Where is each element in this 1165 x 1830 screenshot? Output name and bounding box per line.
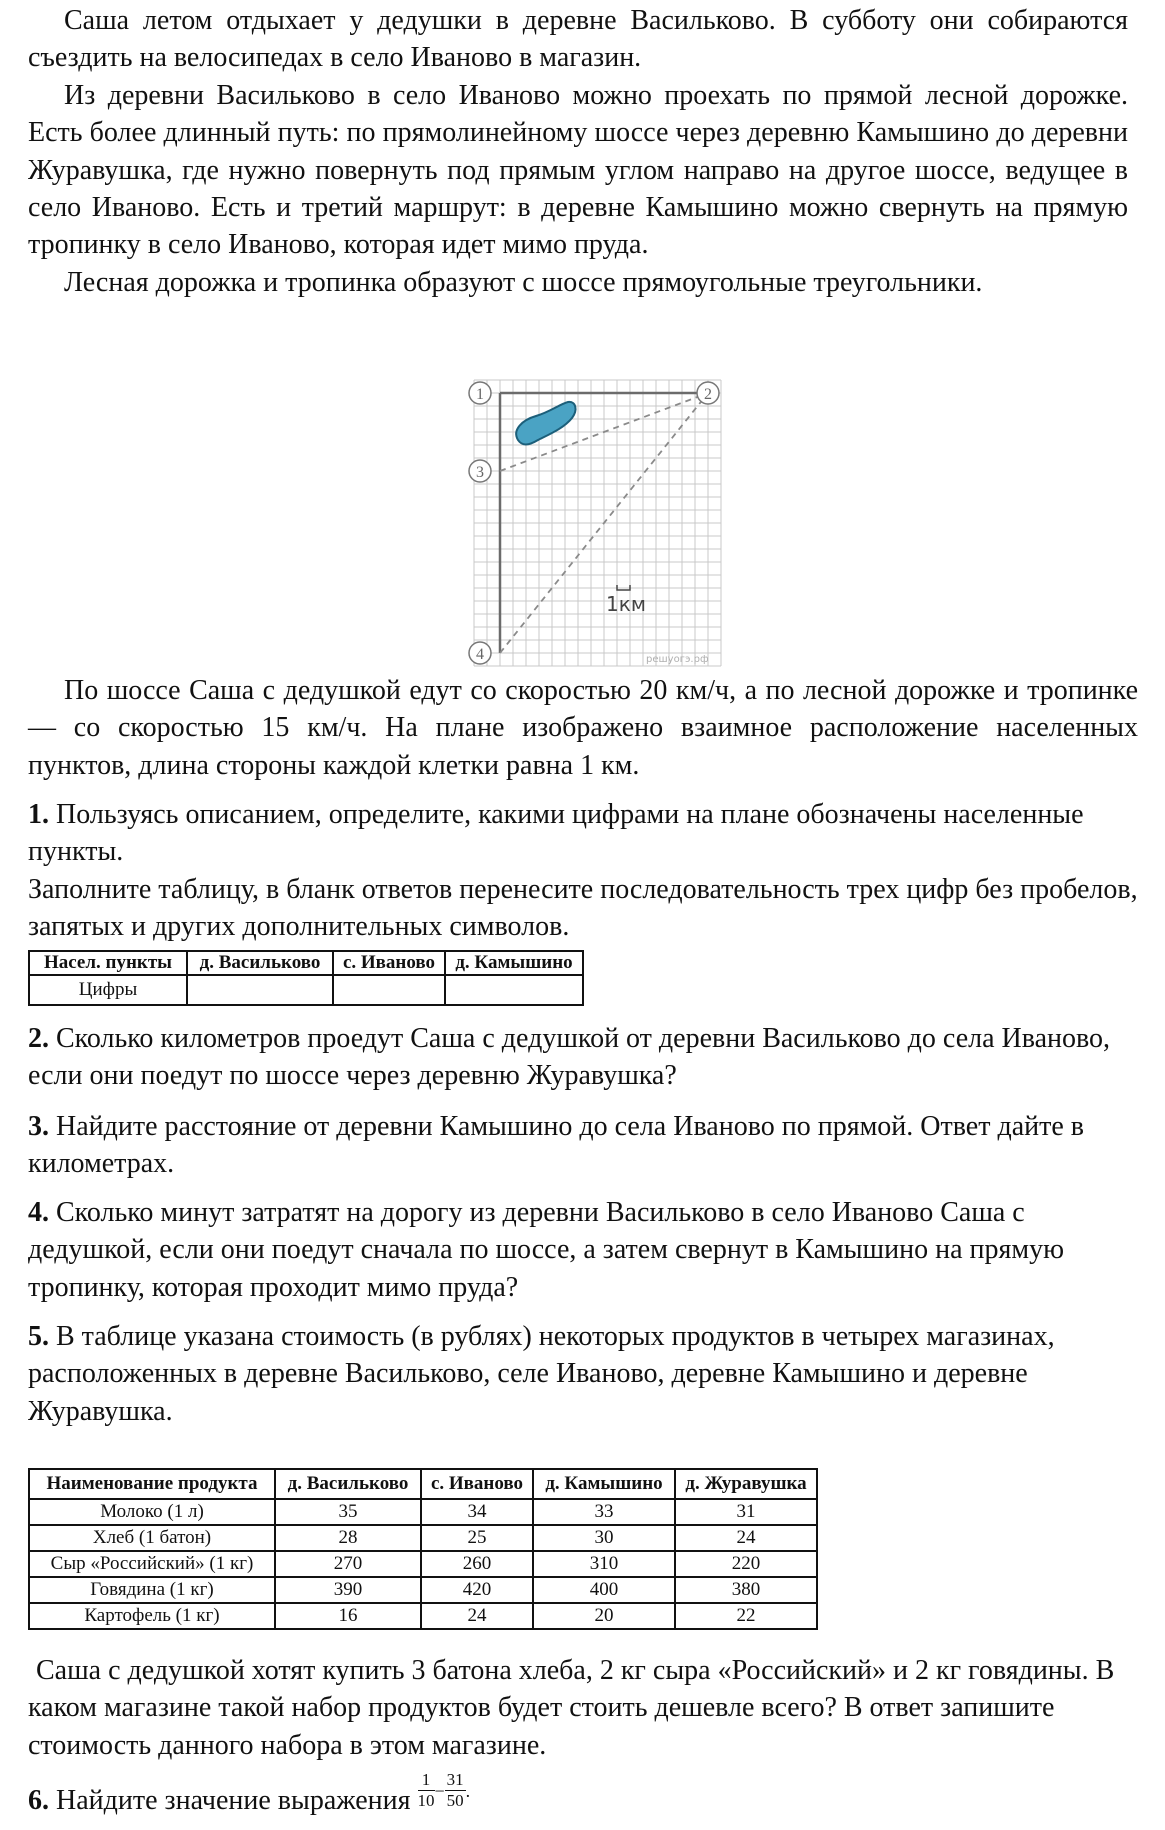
period: . (465, 1781, 471, 1801)
question-3-body: Найдите расстояние от деревни Камышино до села Иваново по прямой. Ответ дайте в километрах. (28, 1111, 1085, 1180)
question-5-number: 5. (28, 1321, 49, 1352)
price-cell: 34 (421, 1499, 533, 1525)
question-6-number: 6. (28, 1785, 49, 1816)
price-cell: 220 (675, 1551, 817, 1577)
intro-paragraph-3: Лесная дорожка и тропинка образуют с шоссе прямоугольные треугольники. (64, 266, 983, 298)
prices-table-wrap (28, 1468, 1138, 1630)
price-cell: 20 (533, 1603, 675, 1629)
prices-table (28, 1468, 818, 1630)
question-1-instructions: Заполните таблицу, в бланк ответов перенесите последовательность трех цифр без пробелов, запятых и других дополнительных символов. (28, 873, 1138, 943)
prices-row (29, 1551, 817, 1577)
prices-header-cell: Наименование продукта (29, 1469, 275, 1499)
question-5-body: В таблице указана стоимость (в рублях) некоторых продуктов в четырех магазинах, расположенных в деревне Васильково, селе Иваново, деревне Камышино и деревне Журавушка. (28, 1321, 1055, 1427)
price-cell: 380 (675, 1577, 817, 1603)
settlements-header-cell: д. Васильково (187, 951, 333, 975)
settlements-header-cell: Насел. пункты (29, 951, 187, 975)
speed-description (28, 672, 1138, 784)
question-3 (28, 1108, 1138, 1183)
price-cell: 24 (675, 1525, 817, 1551)
digits-row-label: Цифры (29, 975, 187, 1005)
question-4 (28, 1194, 1138, 1306)
price-cell: 28 (275, 1525, 421, 1551)
price-cell: 400 (533, 1577, 675, 1603)
prices-header-cell: д. Камышино (533, 1469, 675, 1499)
watermark: решуогэ.рф (646, 654, 709, 665)
village-marker-2 (697, 382, 719, 404)
price-cell: 35 (275, 1499, 421, 1525)
price-cell: 270 (275, 1551, 421, 1577)
intro-text (28, 2, 1128, 301)
price-cell: 390 (275, 1577, 421, 1603)
question-6-body: Найдите значение выражения (56, 1785, 411, 1816)
settlements-answer-row (29, 975, 583, 1005)
question-1-number: 1. (28, 799, 49, 830)
intro-paragraph-1: Саша летом отдыхает у дедушки в деревне Васильково. В субботу они собираются съездить на велосипедах в село Иваново в магазин. (28, 5, 1128, 74)
scale-bar (606, 585, 646, 616)
question-4-body: Сколько минут затратят на дорогу из деревни Васильково в село Иваново Саша с дедушкой, если они поедут сначала по шоссе, а затем свернут в Камышино на прямую тропинку, которая проходит мимо пруда? (28, 1197, 1064, 1303)
intro-paragraph-2: Из деревни Васильково в село Иваново можно проехать по прямой лесной дорожке. Есть более длинный путь: по прямолинейному шоссе через деревню Камышино до деревни Журавушка, где нужно повернуть под прямым углом направо на другое шоссе, ведущее в село Иваново. Есть и третий маршрут: в деревне Камышино можно свернуть на прямую тропинку в село Иваново, которая идет мимо пруда. (28, 79, 1128, 261)
village-marker-3 (469, 460, 491, 482)
speed-paragraph: По шоссе Саша с дедушкой едут со скоростью 20 км/ч, а по лесной дорожке и тропинке — со скоростью 15 км/ч. На плане изображено взаимное расположение населенных пунктов, длина стороны каждой клетки равна 1 км. (28, 675, 1138, 781)
prices-header-row (29, 1469, 817, 1499)
price-cell: 22 (675, 1603, 817, 1629)
village-map-figure (466, 378, 728, 670)
prices-row (29, 1577, 817, 1603)
settlements-table (28, 950, 584, 1006)
prices-header-cell: с. Иваново (421, 1469, 533, 1499)
fraction-2 (445, 1770, 466, 1811)
fraction-1-denominator: 10 (417, 1791, 435, 1811)
price-cell: 16 (275, 1603, 421, 1629)
fraction-1-numerator: 1 (418, 1770, 435, 1791)
question-3-number: 3. (28, 1111, 49, 1142)
question-1-body: Пользуясь описанием, определите, какими цифрами на плане обозначены населенные пункты. (28, 799, 1084, 868)
question-5-followup-text: Саша с дедушкой хотят купить 3 батона хлеба, 2 кг сыра «Российский» и 2 кг говядины. В каком магазине такой набор продуктов будет стоить дешевле всего? В ответ запишите стоимость данного набора в этом магазине. (28, 1655, 1115, 1761)
price-cell: 25 (421, 1525, 533, 1551)
question-1-text (28, 796, 1138, 871)
settlements-header-cell: с. Иваново (333, 951, 445, 975)
price-cell: 260 (421, 1551, 533, 1577)
svg-text:4: 4 (476, 646, 484, 663)
question-5 (28, 1318, 1138, 1430)
answer-cell-kamyshino[interactable] (445, 975, 583, 1005)
prices-header-cell: д. Васильково (275, 1469, 421, 1499)
question-5-followup (28, 1652, 1138, 1764)
question-6 (28, 1770, 1138, 1823)
answer-cell-vasilkovo[interactable] (187, 975, 333, 1005)
settlements-header-row (29, 951, 583, 975)
fraction-2-denominator: 50 (446, 1791, 464, 1811)
prices-row (29, 1525, 817, 1551)
price-cell: 30 (533, 1525, 675, 1551)
village-marker-1 (469, 382, 491, 404)
village-marker-4 (469, 642, 491, 664)
price-cell: 31 (675, 1499, 817, 1525)
product-name-cell: Говядина (1 кг) (29, 1577, 275, 1603)
svg-text:1: 1 (476, 386, 484, 403)
prices-row (29, 1603, 817, 1629)
product-name-cell: Хлеб (1 батон) (29, 1525, 275, 1551)
product-name-cell: Картофель (1 кг) (29, 1603, 275, 1629)
price-cell: 33 (533, 1499, 675, 1525)
minus-sign: − (434, 1781, 445, 1801)
question-2-body: Сколько километров проедут Саша с дедушкой от деревни Васильково до села Иваново, если они поедут по шоссе через деревню Журавушка? (28, 1023, 1111, 1092)
svg-text:2: 2 (704, 386, 712, 403)
settlements-header-cell: д. Камышино (445, 951, 583, 975)
question-2-number: 2. (28, 1023, 49, 1054)
fraction-1 (418, 1770, 435, 1811)
question-4-text (28, 1194, 1138, 1306)
fraction-2-numerator: 31 (446, 1770, 464, 1790)
question-2-text (28, 1020, 1138, 1095)
price-cell: 420 (421, 1577, 533, 1603)
pond (516, 402, 575, 445)
question-4-number: 4. (28, 1197, 49, 1228)
price-cell: 24 (421, 1603, 533, 1629)
question-3-text (28, 1108, 1138, 1183)
question-6-text (28, 1770, 1138, 1823)
product-name-cell: Молоко (1 л) (29, 1499, 275, 1525)
prices-header-cell: д. Журавушка (675, 1469, 817, 1499)
price-cell: 310 (533, 1551, 675, 1577)
svg-text:3: 3 (476, 464, 484, 481)
map-grid (474, 380, 721, 666)
village-map (466, 378, 728, 670)
scale-label: 1км (606, 592, 646, 616)
question-1 (28, 796, 1138, 1006)
answer-cell-ivanovo[interactable] (333, 975, 445, 1005)
product-name-cell: Сыр «Российский» (1 кг) (29, 1551, 275, 1577)
prices-row (29, 1499, 817, 1525)
question-5-text (28, 1318, 1138, 1430)
question-2 (28, 1020, 1138, 1095)
